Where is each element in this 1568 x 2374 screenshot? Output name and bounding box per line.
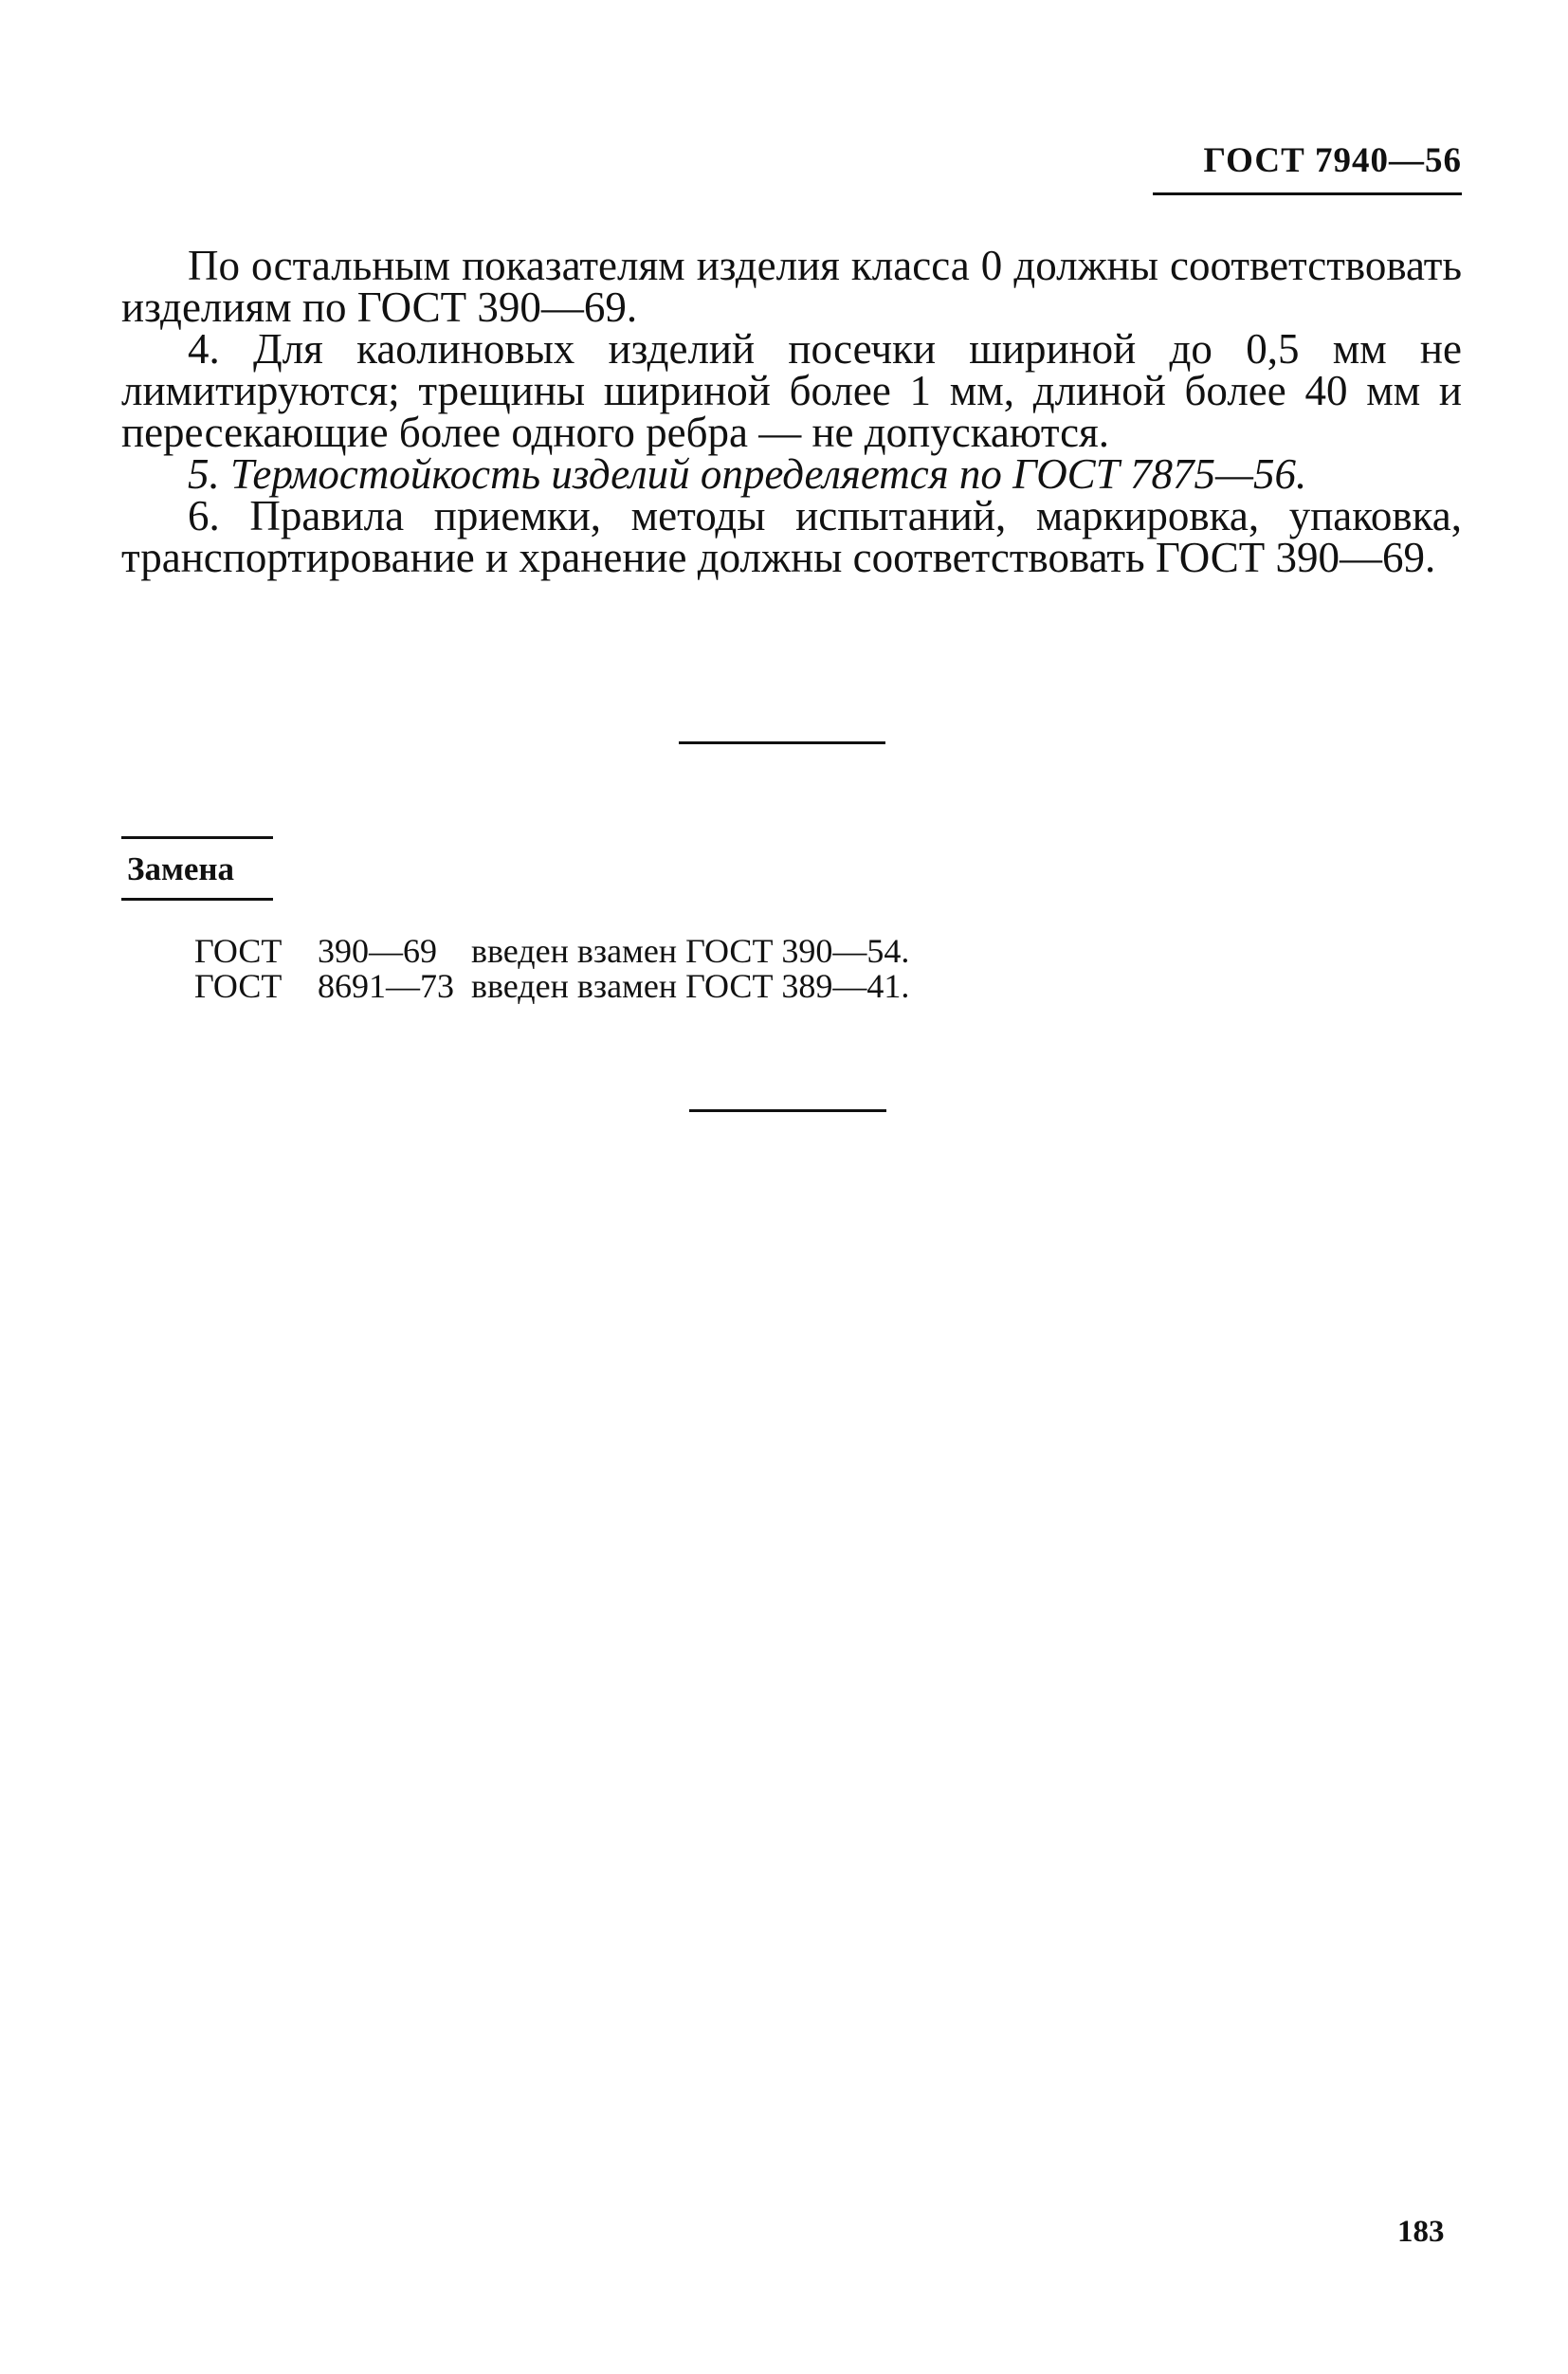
paragraph-item-6: 6. Правила приемки, методы испытаний, маркировка, упаковка, транспортирование и хранение должны соответствовать ГОСТ 390—69.	[121, 492, 1462, 581]
paragraph-other-indicators: По остальным показателям изделия класса 0 должны соответствовать изделиям по ГОСТ 390—69.	[121, 242, 1462, 331]
replacement-standard: ГОСТ	[194, 967, 283, 1005]
replacement-text: введен взамен ГОСТ 389—41.	[471, 967, 910, 1005]
replacement-list	[194, 934, 909, 1004]
replacement-row	[194, 969, 909, 1004]
replacement-row	[194, 934, 909, 969]
replacement-standard: ГОСТ	[194, 932, 283, 970]
replacement-label: Замена	[127, 850, 235, 887]
section-divider-top	[679, 741, 885, 744]
page-number: 183	[1397, 2215, 1445, 2249]
section-divider-bottom	[689, 1109, 886, 1112]
replacement-number: 390—69	[318, 932, 437, 970]
paragraph-item-4: 4. Для каолиновых изделий посечки шириной до 0,5 мм не лимитируются; трещины шириной более 1 мм, длиной более 40 мм и пересекающие более одного ребра — не допускаются.	[121, 325, 1462, 456]
standard-title: ГОСТ 7940—56	[1203, 141, 1462, 180]
paragraph-item-5: 5. Термостойкость изделий определяется по ГОСТ 7875—56.	[188, 450, 1307, 498]
replacement-heading	[121, 836, 273, 901]
replacement-number: 8691—73	[318, 967, 454, 1005]
document-header	[1153, 140, 1462, 195]
replacement-text: введен взамен ГОСТ 390—54.	[471, 932, 910, 970]
document-body	[121, 242, 1462, 581]
